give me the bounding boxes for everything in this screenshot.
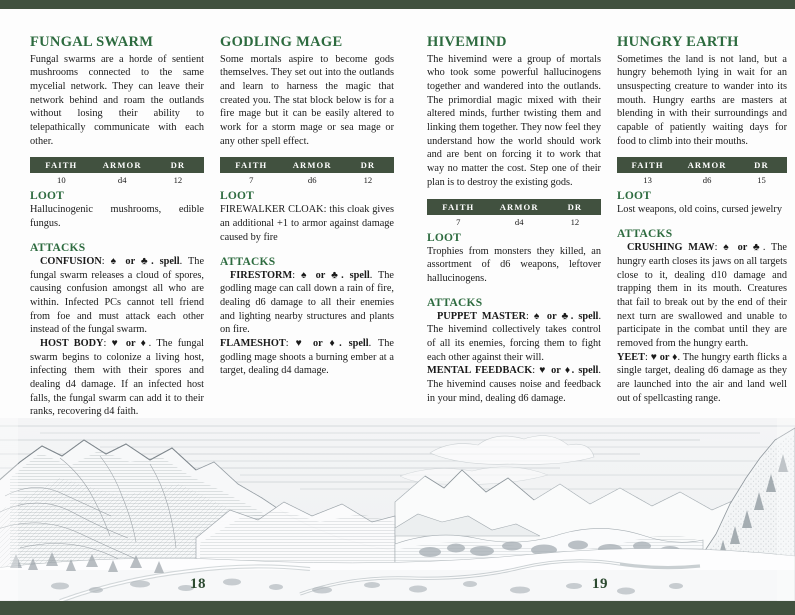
stat-header-faith: FAITH	[631, 160, 664, 171]
top-border-bar	[0, 0, 795, 9]
stat-header-armor: ARMOR	[499, 201, 539, 212]
stat-value-faith: 7	[456, 216, 461, 227]
stat-value-armor: d4	[117, 175, 127, 186]
monster-name: HIVEMIND	[427, 34, 507, 50]
attack-text: The hungry earth flicks a single target, dealing d6 damage as they are launched into the air and land well out of spellcasting range.	[617, 351, 787, 404]
stat-block-header	[30, 157, 204, 173]
attacks-heading: ATTACKS	[220, 255, 276, 268]
attack-entry: HOST BODY: ♥ or ♦. The fungal swarm begins to colonize a living host, infecting them with their spores and dealing d4 damage. If an infected host falls, the fungal swarm can add it to their ranks, recovering d4 faith.	[30, 337, 204, 418]
stat-block-values	[427, 215, 601, 227]
loot-text: Trophies from monsters they killed, an assortment of d6 weapons, leftover hallucinogens.	[427, 245, 601, 284]
stat-header-dr: DR	[170, 160, 186, 171]
stat-block-header	[220, 157, 394, 173]
loot-text: Lost weapons, old coins, cursed jewelry	[617, 204, 782, 216]
stat-value-dr: 15	[757, 175, 766, 186]
stat-block-values	[30, 173, 204, 185]
attack-text: The hivemind causes noise and feedback in your mind, dealing d6 damage.	[427, 379, 601, 404]
stat-header-dr: DR	[754, 160, 769, 171]
attack-trigger: ♠ or ♣. spell	[300, 269, 370, 281]
attack-entry: FIRESTORM: ♠ or ♣. spell. The godling mage can call down a rain of fire, dealing d6 damage to all their enemies and lighting nearby structures and plants on fire.	[220, 269, 394, 336]
stat-block	[220, 157, 394, 185]
stat-header-dr: DR	[360, 160, 376, 171]
attack-text: The fungal swarm begins to colonize a living host, infecting them with their spores and dealing d4 damage. If an infected host falls, the fungal swarm can add it to their ranks, recovering d4 faith.	[30, 337, 204, 418]
stat-block	[30, 157, 204, 185]
attack-trigger: ♥ or ♦. spell	[295, 337, 369, 349]
landscape-illustration	[0, 418, 795, 601]
stat-value-faith: 7	[249, 175, 254, 186]
attack-title: CRUSHING MAW	[627, 242, 715, 254]
loot-text: FIREWALKER CLOAK: this cloak gives an additional +1 to armor against damage caused by fire	[220, 204, 394, 243]
attack-title: YEET	[617, 351, 646, 363]
attack-trigger: ♥ or ♦. spell	[539, 365, 599, 377]
stat-block-header	[617, 157, 787, 173]
monster-name: GODLING MAGE	[220, 34, 343, 50]
attack-entry: CRUSHING MAW: ♠ or ♣. The hungry earth closes its jaws on all targets close to it, dealing d10 damage and trapping them in its mouth. Creatures that fail to break out by the end of their next turn are swallowed and unable to participate in the combat until they are removed from the hungry earth.	[617, 242, 787, 349]
attacks-heading: ATTACKS	[427, 296, 483, 309]
monster-entry-godling-mage	[220, 34, 394, 434]
attack-title: PUPPET MASTER	[437, 310, 526, 322]
monster-description: Some mortals aspire to become gods themselves. They set out into the outlands and learn to harness the magic that created you. The stat block below is for a fire mage but it can be easily altered to work for a storm mage or sea mage or any other spell effect.	[220, 53, 394, 147]
bottom-border-bar	[0, 601, 795, 615]
monster-entry-fungal-swarm	[30, 34, 204, 434]
monster-entry-hivemind	[427, 34, 601, 434]
attack-text: The hungry earth closes its jaws on all targets close to it, dealing d10 damage and trapping them in its mouth. Creatures that fail to break out by the end of their next turn are swallowed and unable to participate in the combat until they are removed from the hungry earth.	[617, 242, 787, 349]
monster-columns	[0, 34, 795, 434]
loot-text: Hallucinogenic mushrooms, edible fungus.	[30, 204, 204, 230]
stat-block	[617, 157, 787, 185]
attack-trigger: ♥ or ♦	[650, 351, 678, 363]
stat-value-armor: d6	[702, 175, 712, 186]
attack-title: FLAMESHOT	[220, 337, 286, 349]
attack-title: CONFUSION	[40, 255, 102, 267]
stat-value-dr: 12	[363, 175, 373, 186]
attack-title: MENTAL FEEDBACK	[427, 365, 533, 377]
stat-header-faith: FAITH	[442, 201, 475, 212]
attack-text: The godling mage can call down a rain of fire, dealing d6 damage to all their enemies and lighting nearby structures and plants on fire.	[220, 269, 394, 336]
stat-value-armor: d6	[307, 175, 317, 186]
loot-heading: LOOT	[427, 231, 462, 244]
monster-description: Sometimes the land is not land, but a hungry behemoth lying in wait for an unsuspecting creature to wander into its mouth. Hungry earths are masters at blending in with their surroundings and capable of patiently waiting days for food to climb into their mouths.	[617, 53, 787, 147]
monster-name: HUNGRY EARTH	[617, 34, 739, 50]
stat-value-faith: 13	[643, 175, 652, 186]
stat-value-armor: d4	[514, 216, 524, 227]
stat-block-header	[427, 199, 601, 215]
stat-header-armor: ARMOR	[102, 160, 142, 171]
attacks-heading: ATTACKS	[617, 228, 673, 241]
attack-title: HOST BODY	[40, 337, 104, 349]
attack-text: The godling mage shoots a burning ember at a target, dealing d4 damage.	[220, 337, 394, 377]
page-number-left: 18	[190, 576, 206, 592]
attack-entry: MENTAL FEEDBACK: ♥ or ♦. spell. The hivemind causes noise and feedback in your mind, dealing d6 damage.	[427, 365, 601, 404]
page-number-right: 19	[592, 576, 608, 592]
loot-heading: LOOT	[30, 190, 65, 203]
stat-block	[427, 199, 601, 227]
stat-header-faith: FAITH	[235, 160, 268, 171]
attack-entry: PUPPET MASTER: ♠ or ♣. spell. The hivemind collectively takes control of all its enemies, forcing them to fight each other against their will.	[427, 310, 602, 363]
stat-value-dr: 12	[173, 175, 183, 186]
attack-trigger: ♠ or ♣. spell	[110, 255, 180, 267]
loot-heading: LOOT	[617, 190, 652, 203]
attack-title: FIRESTORM	[230, 269, 293, 281]
attack-entry: CONFUSION: ♠ or ♣. spell. The fungal swarm releases a cloud of spores, causing confusion amongst all who are within. Infected PCs cannot tell friend from foe and must attack each other instead of the fungal swarm.	[30, 255, 205, 336]
attack-trigger: ♥ or ♦	[111, 337, 149, 349]
stat-value-faith: 10	[57, 175, 66, 186]
attack-text: The hivemind collectively takes control of all its enemies, forcing them to fight each other against their will.	[427, 324, 601, 363]
attacks-heading: ATTACKS	[30, 241, 86, 254]
attack-trigger: ♠ or ♣. spell	[533, 310, 599, 322]
stat-header-faith: FAITH	[45, 160, 78, 171]
monster-entry-hungry-earth	[617, 34, 787, 434]
attack-trigger: ♠ or ♣	[723, 242, 763, 254]
stat-block-values	[220, 173, 394, 185]
monster-name: FUNGAL SWARM	[30, 34, 154, 50]
monster-description: The hivemind were a group of mortals who took some powerful hallucinogens together and wandered into the outlands. The primordial magic mixed with their altered minds, further twisting them and linking them together. They now feel they understand how the world should work and are bent on forcing it to work that way no matter the cost. Step one of their plan is to destroy the existing gods.	[427, 53, 601, 188]
stat-header-armor: ARMOR	[292, 160, 332, 171]
loot-heading: LOOT	[220, 190, 255, 203]
stat-value-dr: 12	[570, 216, 580, 227]
attack-entry: FLAMESHOT: ♥ or ♦. spell. The godling mage shoots a burning ember at a target, dealing d4 damage.	[220, 337, 394, 377]
stat-header-dr: DR	[567, 201, 583, 212]
monster-description: Fungal swarms are a horde of sentient mushrooms connected to the same mycelial network. They can leave their network behind and roam the outlands without losing their ability to telepathically communicate with each other.	[30, 53, 204, 147]
attack-entry: YEET: ♥ or ♦. The hungry earth flicks a single target, dealing d6 damage as they are launched into the air and land well out of spellcasting range.	[617, 351, 787, 404]
attack-text: The fungal swarm releases a cloud of spores, causing confusion amongst all who are within. Infected PCs cannot tell friend from foe and must attack each other instead of the fungal swarm.	[30, 255, 205, 336]
stat-header-armor: ARMOR	[687, 160, 727, 171]
stat-block-values	[617, 173, 787, 185]
